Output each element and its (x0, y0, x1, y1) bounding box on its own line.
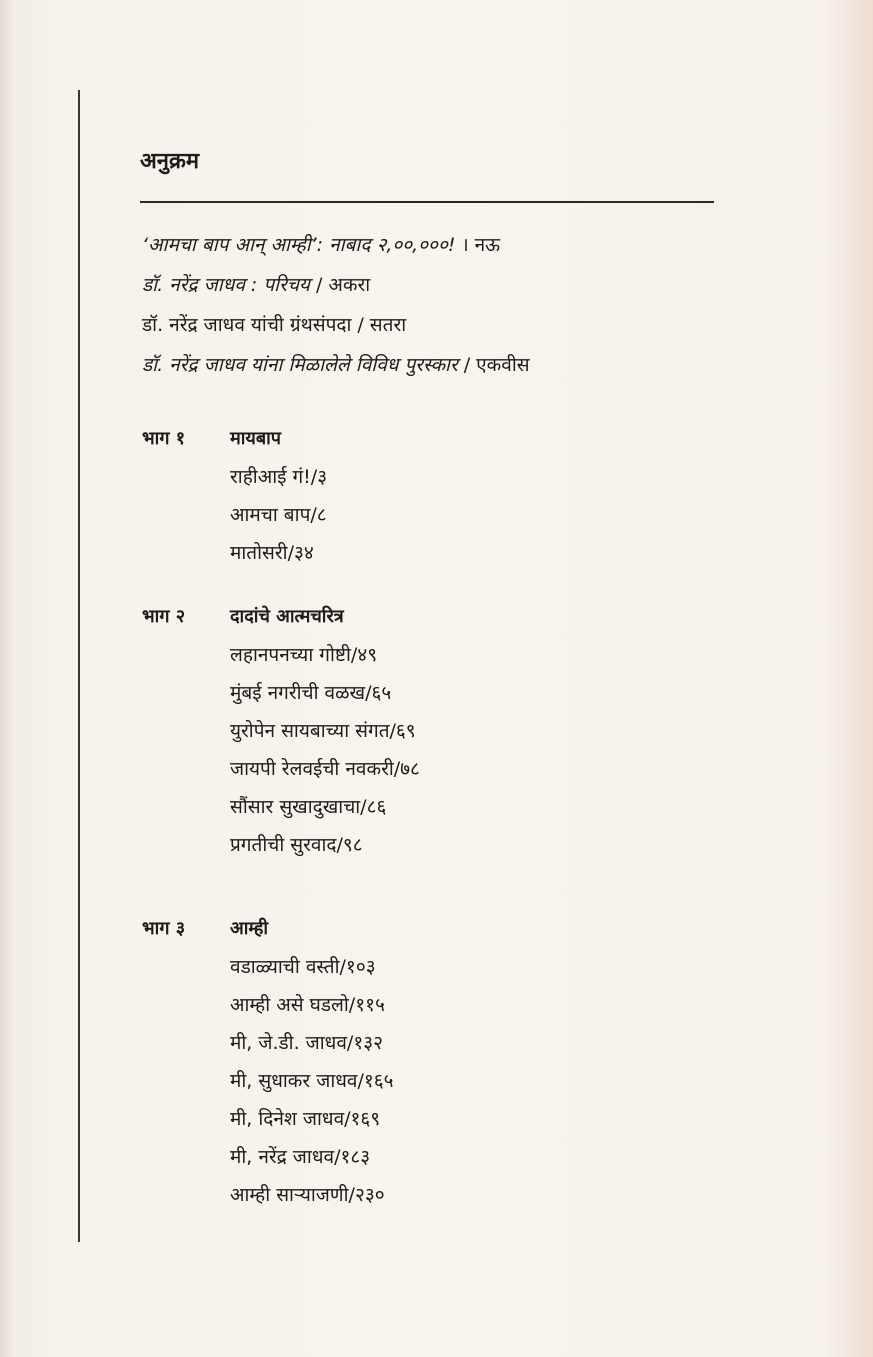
prelim-separator: । (461, 234, 469, 256)
part-heading (142, 420, 702, 458)
part-heading (142, 910, 702, 948)
chapter-entry: युरोपेन सायबाच्या संगत/६९ (230, 720, 416, 742)
part-heading (142, 598, 702, 636)
prelim-title: ‘आमचा बाप आन् आम्ही’: नाबाद २,००,०००! (142, 234, 456, 256)
prelim-entry (142, 305, 530, 345)
prelim-page: नऊ (474, 234, 501, 256)
prelim-separator: / (315, 274, 323, 296)
chapter-list (142, 948, 702, 1214)
chapter-entry: मी, जे.डी. जाधव/१३२ (230, 1032, 383, 1054)
prelim-page: सतरा (369, 314, 407, 336)
prelim-page: अकरा (328, 274, 371, 296)
chapter-entry: मी, नरेंद्र जाधव/१८३ (230, 1146, 371, 1168)
left-margin-rule (78, 90, 80, 1242)
contents-heading: अनुक्रम (140, 149, 200, 174)
chapter-entry: आम्ही असे घडलो/११५ (230, 994, 385, 1016)
chapter-entry: मी, सुधाकर जाधव/१६५ (230, 1070, 394, 1092)
part-1-section (142, 420, 702, 572)
prelim-title: डॉ. नरेंद्र जाधव यांना मिळालेले विविध पुरस्कार (142, 354, 458, 376)
chapter-entry: जायपी रेलवईची नवकरी/७८ (230, 758, 420, 780)
chapter-entry: सौंसार सुखादुखाचा/८६ (230, 796, 387, 818)
chapter-entry: आम्ही साऱ्याजणी/२३० (230, 1184, 385, 1206)
chapter-entry: राहीआई गं!/३ (230, 466, 328, 488)
prelim-entry (142, 225, 530, 265)
chapter-entry: मातोसरी/३४ (230, 542, 314, 564)
part-label: भाग १ (142, 428, 186, 449)
part-title: आम्ही (230, 918, 269, 939)
prelim-entry (142, 265, 530, 305)
prelim-separator: / (357, 314, 364, 336)
prelim-page: एकवीस (476, 354, 530, 376)
chapter-entry: मुंबई नगरीची वळख/६५ (230, 682, 392, 704)
chapter-list (142, 458, 702, 572)
prelim-list (142, 225, 530, 385)
chapter-entry: लहानपनच्या गोष्टी/४९ (230, 644, 378, 666)
part-title: दादांचे आत्मचरित्र (230, 606, 344, 627)
prelim-title: डॉ. नरेंद्र जाधव यांची ग्रंथसंपदा (142, 314, 352, 336)
part-label: भाग ३ (142, 918, 186, 939)
part-title: मायबाप (230, 428, 282, 449)
heading-underline (140, 201, 714, 203)
prelim-entry (142, 345, 530, 385)
part-2-section (142, 598, 702, 864)
prelim-separator: / (463, 354, 471, 376)
chapter-entry: प्रगतीची सुरवाद/९८ (230, 834, 363, 856)
chapter-entry: मी, दिनेश जाधव/१६९ (230, 1108, 381, 1130)
page-right-edge-tint (843, 0, 873, 1357)
part-label: भाग २ (142, 606, 186, 627)
page-edge-shadow (0, 0, 14, 1357)
chapter-entry: वडाळ्याची वस्ती/१०३ (230, 956, 376, 978)
part-3-section (142, 910, 702, 1214)
chapter-list (142, 636, 702, 864)
chapter-entry: आमचा बाप/८ (230, 504, 327, 526)
prelim-title: डॉ. नरेंद्र जाधव : परिचय (142, 274, 310, 296)
